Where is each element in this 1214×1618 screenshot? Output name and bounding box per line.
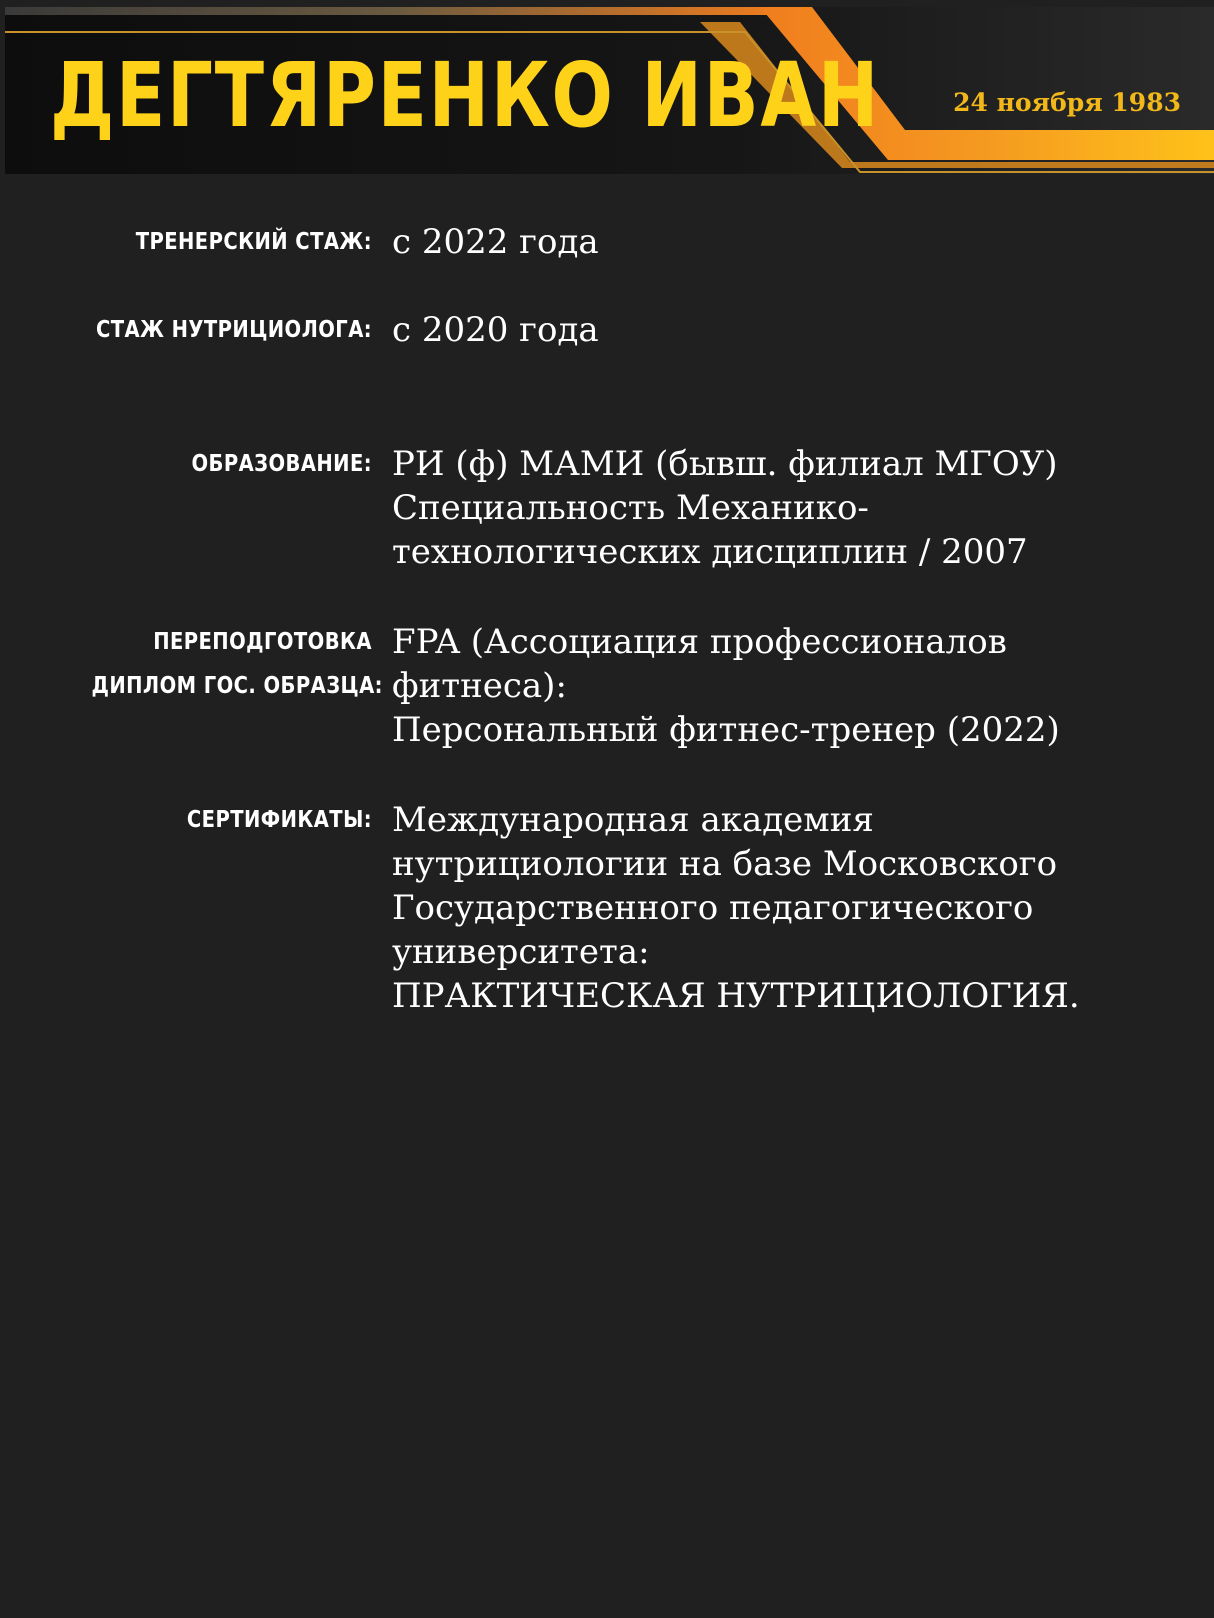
header-top-edge [0, 0, 1214, 7]
field-label: СЕРТИФИКАТЫ: [186, 807, 372, 833]
field-value: FPA (Ассоциация профессионалов фитнеса): Персональный фитнес-тренер (2022) [392, 622, 1060, 750]
header-top-stripe [5, 7, 780, 15]
header-banner [0, 0, 1214, 174]
field-value: РИ (ф) МАМИ (бывш. филиал МГОУ) Специальность Механико- технологических дисциплин / 2007 [392, 444, 1058, 572]
header-left-edge [0, 0, 5, 174]
field-label: ОБРАЗОВАНИЕ: [191, 451, 372, 477]
field-value: с 2020 года [392, 310, 599, 350]
birth-date: 24 ноября 1983 [953, 88, 1181, 117]
person-name: ДЕГТЯРЕНКО ИВАН [50, 44, 881, 148]
field-value: Международная академия нутрициологии на базе Московского Государственного педагогического университета: ПРАКТИЧЕСКАЯ НУТРИЦИОЛОГИЯ. [392, 800, 1080, 1016]
field-label: ПЕРЕПОДГОТОВКА ДИПЛОМ ГОС. ОБРАЗЦА: [91, 629, 383, 699]
field-label: ТРЕНЕРСКИЙ СТАЖ: [135, 229, 372, 255]
field-value: с 2022 года [392, 222, 599, 262]
field-label: СТАЖ НУТРИЦИОЛОГА: [95, 317, 372, 343]
